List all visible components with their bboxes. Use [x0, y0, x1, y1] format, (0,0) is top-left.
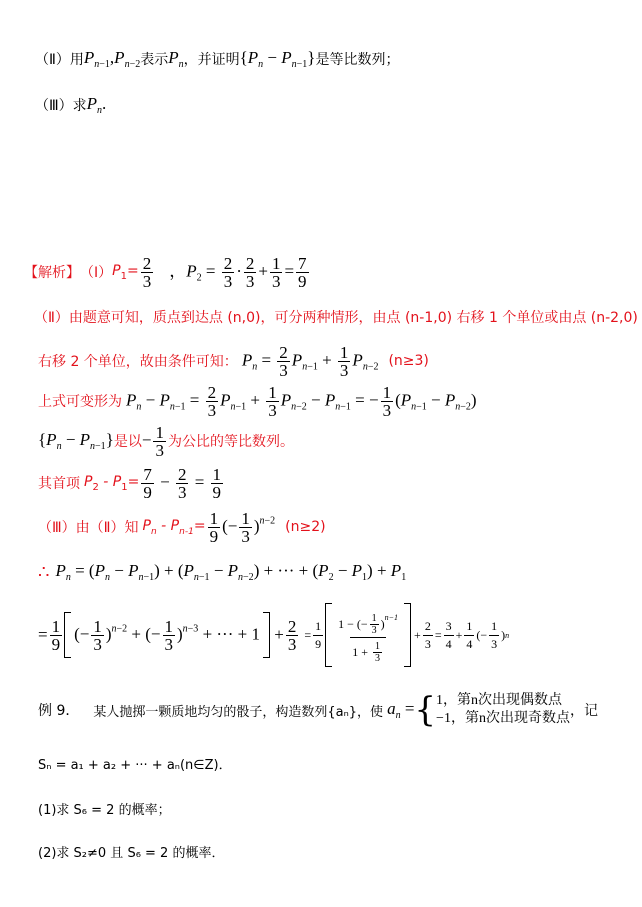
part3-label: （Ⅲ）	[35, 98, 73, 114]
therefore-symbol: ∴	[38, 561, 50, 582]
transform-text: 上式可变形为	[38, 394, 122, 410]
example-label: 例 9．	[38, 703, 80, 719]
sum-formula-right: = $\frac{1}{9}$ 1 − (− $\frac{1}{3}$ )$^{n-1}$ 1 + $\frac{1}{3}$ + $\frac{2}{3}$ = $\frac{3}{4}$ + $\frac{1}{4}$ (− $\frac{1}{3}$ ) n	[304, 603, 509, 667]
part2-label: （Ⅱ）	[35, 52, 70, 68]
question-1: (1)求 S₆ = 2 的概率；	[38, 802, 171, 818]
sol-part1-label: （Ⅰ）	[80, 265, 113, 281]
sum-evaluation-line	[38, 600, 509, 670]
cond-n2: (n≥2)	[285, 519, 326, 535]
solution-part1	[24, 250, 311, 294]
first-term-symbols: $P_2 - P_1=$	[84, 473, 140, 493]
therefore-line	[38, 558, 406, 586]
sol-p2-cont: 右移 2 个单位，故由条件可知：	[38, 354, 238, 370]
example-tail: ，记	[569, 703, 598, 719]
sn-definition: Sₙ = a₁ + a₂ + ··· + aₙ(n∈Z)．	[38, 757, 232, 773]
first-term-formula: $\frac{7}{9}$ − $\frac{2}{3}$ = $\frac{1}{9}$	[143, 464, 222, 502]
part2-text-b: 表示	[140, 52, 169, 68]
p1-value: $\frac{2}{3}$	[142, 253, 152, 291]
ratio-line	[38, 420, 294, 462]
transform-formula: $P_n - P_{n-1}$ = $\frac{2}{3}$ $P_{n-1}$ + $\frac{1}{3}$ $P_{n-2} - P_{n-1}$ = − $\frac{1}{3}$ $(P_{n-1} - P_{n-2})$	[126, 382, 477, 420]
part3-solution-line	[38, 506, 326, 548]
example9-line	[38, 686, 598, 734]
sum-formula-left: = $\frac{1}{9}$ (− $\frac{1}{3}$ )$^{n-2}$ + (− $\frac{1}{3}$ )$^{n-3}$ + ··· + 1 + $\frac{2}{3}$	[38, 612, 300, 658]
part2-text-a: 用	[69, 52, 84, 68]
case-even: 1，第n次出现偶数点	[436, 693, 563, 708]
part2-text-d: 是等比数列；	[315, 52, 400, 68]
ratio-text-b: 为公比的等比数列。	[167, 434, 294, 450]
recurrence-formula: $P_n$ = $\frac{2}{3}$ $P_{n-1}$ + $\frac{1}{3}$ $P_{n-2}$	[241, 342, 379, 380]
ratio-value: − $\frac{1}{3}$	[141, 422, 164, 460]
solution-label: 【解析】	[24, 265, 80, 281]
cases-block	[436, 692, 570, 728]
part2-text-c: ，并证明	[183, 52, 240, 68]
an-symbol: $a_n$ =	[387, 699, 415, 721]
first-term-line	[38, 462, 225, 504]
first-term-text: 其首项	[38, 476, 80, 492]
part2-formula-2: $P_n$	[168, 48, 184, 70]
part3-sol-text: （Ⅲ）由（Ⅱ）知	[38, 520, 139, 536]
part3-sol-formula: $\frac{1}{9}$ (− $\frac{1}{3}$ )$^{n-2}$	[209, 508, 276, 546]
ratio-text-a: 是以	[113, 434, 142, 450]
case-odd: −1，第n次出现奇数点	[436, 711, 570, 726]
p1-symbol: $P_1=$	[112, 262, 139, 282]
part2-formula-1: $P_{n-1},P_{n-2}$	[83, 48, 141, 70]
part3-sol-symbols: $P_n - P_{n-1}=$	[142, 517, 206, 537]
question-2: (2)求 S₂≠0 且 S₆ = 2 的概率．	[38, 845, 225, 861]
part2-question	[35, 46, 399, 72]
recurrence-line	[38, 340, 429, 382]
ratio-seq: $\{P_n - P_{n-1}\}$	[38, 430, 114, 452]
p2-formula: ，$P_2$ = $\frac{2}{3}$ · $\frac{2}{3}$ + $\frac{1}{3}$ = $\frac{7}{9}$	[169, 253, 307, 291]
cond-n3: (n≥3)	[388, 353, 429, 369]
part3-text: 求	[72, 98, 87, 114]
transform-line	[38, 380, 477, 422]
therefore-formula: $P_n = (P_n - P_{n-1}) + (P_{n-1} - P_{n-2})$ + ··· + $(P_2 - P_1) + P_1$	[55, 561, 407, 583]
solution-part2-text: （Ⅱ）由题意可知，质点到达点 (n,0)，可分两种情形，由点 (n-1,0) 右移 1 个单位或由点 (n-2,0)	[34, 310, 638, 326]
part3-question	[35, 92, 106, 118]
example-text: 某人抛掷一颗质地均匀的骰子，构造数列{aₙ}，使	[93, 704, 384, 720]
cases-brace: {	[414, 690, 437, 730]
part3-formula: $P_n$.	[86, 94, 107, 116]
part2-formula-3: $\{P_n - P_{n-1}\}$	[239, 48, 316, 70]
